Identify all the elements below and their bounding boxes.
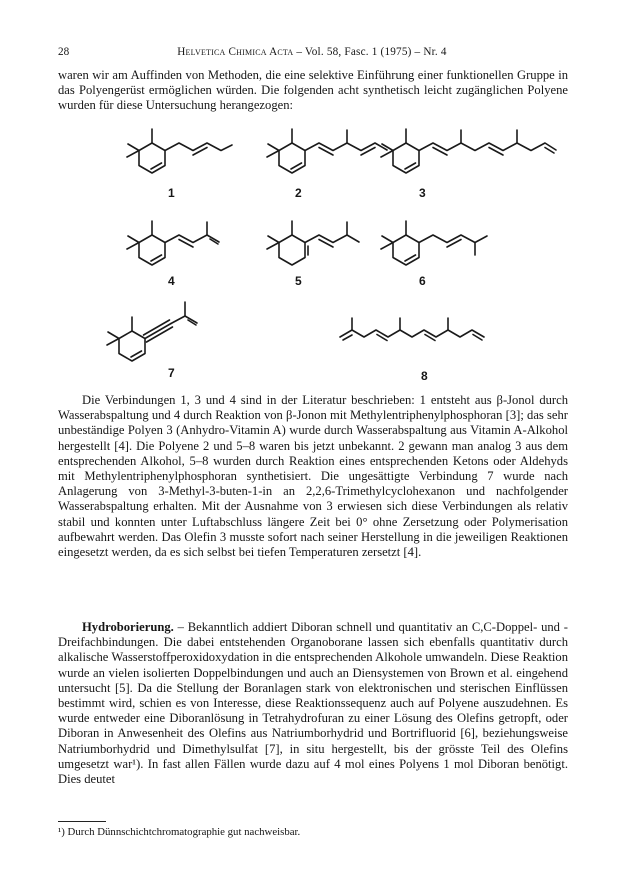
structure-8 (340, 318, 484, 341)
paragraph-compounds (58, 393, 568, 560)
structure-7 (107, 302, 197, 361)
structure-5 (267, 221, 359, 265)
structure-4 (127, 221, 219, 265)
section-heading-hydroborierung: Hydroborierung. (82, 620, 174, 634)
running-header (58, 46, 566, 60)
structure-label-3: 3 (419, 186, 426, 200)
paragraph-hydroboration (58, 620, 568, 787)
footnote-rule (58, 821, 106, 822)
paragraph-compounds-text: Die Verbindungen 1, 3 und 4 sind in der Literatur beschrieben: 1 entsteht aus β-Jonol durch Wasserabspaltung und 4 durch Reaktion von β-Jonon mit Methylentriphenylphosphoran [3]; das sehr unbeständige Polyen 3 (Anhydro-Vitamin A) wurde durch Wasserabspaltung aus Vitamin A-Alkohol hergestellt [4]. Die Polyene 2 und 5–8 waren bis jetzt unbekannt. 2 gewann man analog 3 aus dem entsprechenden Alkohol, 5–8 wurden durch Reaktion eines entsprechenden Ketons oder Aldehyds mit Methylentriphenylphosphoran synthetisiert. Die ungesättigte Verbindung 7 wurde nach Anlagerung von 3-Methyl-3-buten-1-in an 2,2,6-Trimethylcyclohexanon und nachfolgender Wasserabspaltung erhalten. Mit der Ausnahme von 3 erwiesen sich diese Verbindungen als relativ stabil und konnten unter Luftabschluss längere Zeit bei 0° ohne Zersetzung oder Polymerisation aufbewahrt werden. Das Olefin 3 musste sofort nach seiner Herstellung in die jeweiligen Reaktionen eingesetzt werden, da es sich selbst bei tiefen Temperaturen zersetzt [4]. (58, 393, 568, 560)
structure-3 (381, 129, 556, 173)
footnote-text: Durch Dünnschichtchromatographie gut nachweisbar. (67, 826, 301, 838)
structure-6 (381, 221, 487, 265)
hydroboration-body: – Bekanntlich addiert Diboran schnell und quantitativ an C,C-Doppel- und -Dreifachbindungen. Die dabei entstehenden Organoborane lassen sich ebenfalls quantitativ durch alkalische Wasserstoffperoxidoxydation in die entsprechenden Alkohole umwandeln. Diese Reaktion wurde an vielen isolierten Doppelbindungen und auch an Diensystemen von Brown et al. eingehend untersucht [5]. Da die Stellung der Boranlagen stark von elektronischen und sterischen Einflüssen bestimmt wird, schien es von Interesse, diese Reaktionssequenz auch auf Polyene auszudehnen. Es wurde entweder eine Diboranlösung in Tetrahydrofuran zu einer Lösung des Olefins getropft, oder Diboran in Anwesenheit des Olefins aus Natriumborhydrid und Bortrifluorid [6], beziehungsweise Natriumborhydrid und Dimethylsulfat [7], in situ hergestellt, bis der grösste Teil des Olefins umgesetzt war¹). In fast allen Fällen wurde dazu auf 4 mol eines Polyens 1 mol Diboran benötigt. Dies deutet (58, 620, 568, 787)
structure-label-4: 4 (168, 274, 175, 288)
intro-paragraph (58, 68, 568, 114)
intro-text: waren wir am Auffinden von Methoden, die eine selektive Einführung einer funktionellen Gruppe in das Polyengerüst ermöglichen würden. Die folgenden acht synthetisch leicht zugänglichen Polyene wurden für diese Untersuchung herangezogen: (58, 68, 568, 113)
volume-info: – Vol. 58, Fasc. 1 (1975) – Nr. 4 (293, 46, 447, 58)
paragraph-hydroboration-text (58, 620, 568, 787)
structure-label-6: 6 (419, 274, 426, 288)
footnote (58, 826, 300, 838)
structure-label-8: 8 (421, 369, 428, 383)
structure-2 (267, 129, 387, 173)
structure-label-5: 5 (295, 274, 302, 288)
page-number: 28 (58, 46, 70, 58)
structures-figure (58, 126, 568, 390)
journal-name: Helvetica Chimica Acta (177, 46, 294, 58)
journal-citation (58, 46, 566, 58)
structure-drawings (58, 126, 568, 390)
structure-label-7: 7 (168, 366, 175, 380)
footnote-marker: ¹) (58, 826, 65, 838)
structure-label-1: 1 (168, 186, 175, 200)
structure-1 (127, 129, 232, 173)
structure-label-2: 2 (295, 186, 302, 200)
